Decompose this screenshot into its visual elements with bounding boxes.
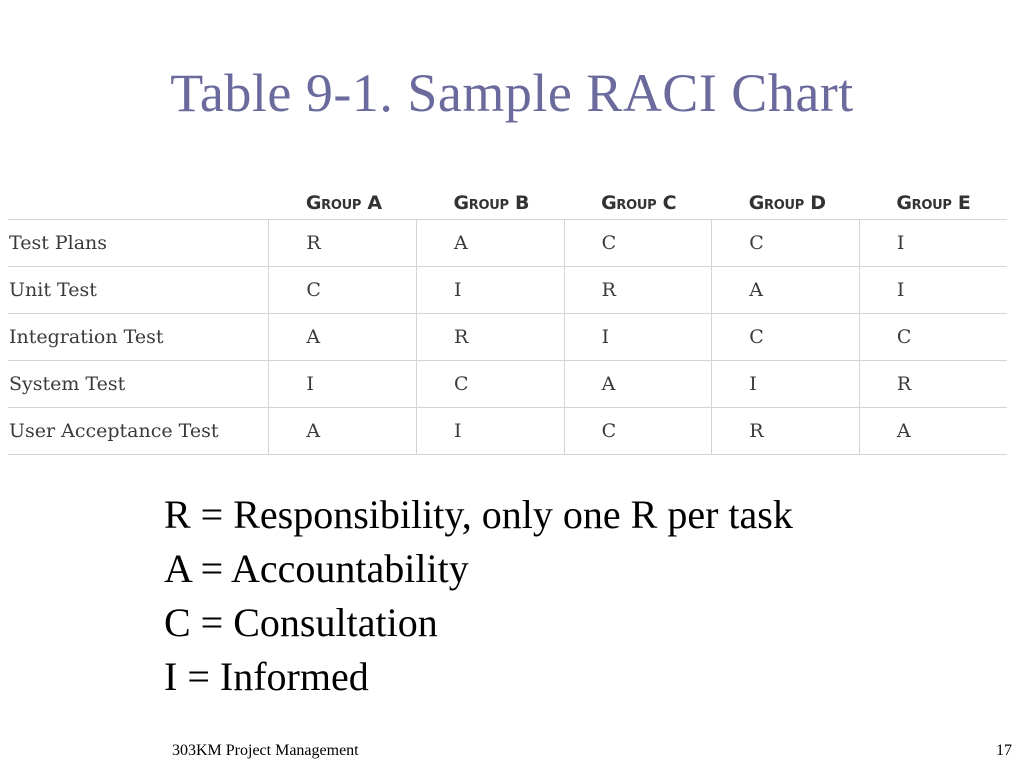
header-group-b: Group B: [416, 188, 564, 220]
raci-cell: R: [859, 361, 1007, 408]
raci-cell: I: [269, 361, 417, 408]
raci-cell: A: [712, 267, 860, 314]
raci-cell: C: [712, 220, 860, 267]
raci-cell: R: [269, 220, 417, 267]
table-row: [8, 408, 1007, 455]
legend-responsibility: R = Responsibility, only one R per task: [164, 492, 793, 537]
raci-legend: [164, 488, 793, 704]
legend-consultation: C = Consultation: [164, 600, 438, 645]
header-group-d: Group D: [712, 188, 860, 220]
footer-page-number: 17: [996, 742, 1012, 759]
table-header-row: [8, 188, 1007, 220]
header-group-c: Group C: [564, 188, 712, 220]
table-row: [8, 267, 1007, 314]
legend-informed: I = Informed: [164, 654, 369, 699]
task-name: Integration Test: [8, 314, 269, 361]
task-name: Test Plans: [8, 220, 269, 267]
header-group-e: Group E: [859, 188, 1007, 220]
raci-cell: I: [564, 314, 712, 361]
raci-cell: R: [416, 314, 564, 361]
raci-cell: C: [712, 314, 860, 361]
task-name: User Acceptance Test: [8, 408, 269, 455]
raci-cell: R: [712, 408, 860, 455]
legend-accountability: A = Accountability: [164, 546, 469, 591]
table-row: [8, 361, 1007, 408]
slide-title: Table 9-1. Sample RACI Chart: [170, 63, 854, 123]
raci-cell: C: [564, 408, 712, 455]
header-task-empty: [8, 188, 269, 220]
raci-cell: C: [859, 314, 1007, 361]
raci-cell: A: [564, 361, 712, 408]
raci-cell: I: [712, 361, 860, 408]
raci-cell: C: [564, 220, 712, 267]
raci-cell: A: [416, 220, 564, 267]
raci-cell: I: [859, 267, 1007, 314]
raci-cell: I: [859, 220, 1007, 267]
raci-cell: A: [269, 314, 417, 361]
raci-cell: R: [564, 267, 712, 314]
raci-table: [8, 188, 1007, 455]
footer-course: 303KM Project Management: [172, 742, 359, 759]
raci-cell: C: [269, 267, 417, 314]
header-group-a: Group A: [269, 188, 417, 220]
raci-cell: A: [269, 408, 417, 455]
task-name: System Test: [8, 361, 269, 408]
table-row: [8, 220, 1007, 267]
raci-cell: I: [416, 267, 564, 314]
raci-cell: A: [859, 408, 1007, 455]
raci-cell: I: [416, 408, 564, 455]
raci-cell: C: [416, 361, 564, 408]
table-row: [8, 314, 1007, 361]
task-name: Unit Test: [8, 267, 269, 314]
